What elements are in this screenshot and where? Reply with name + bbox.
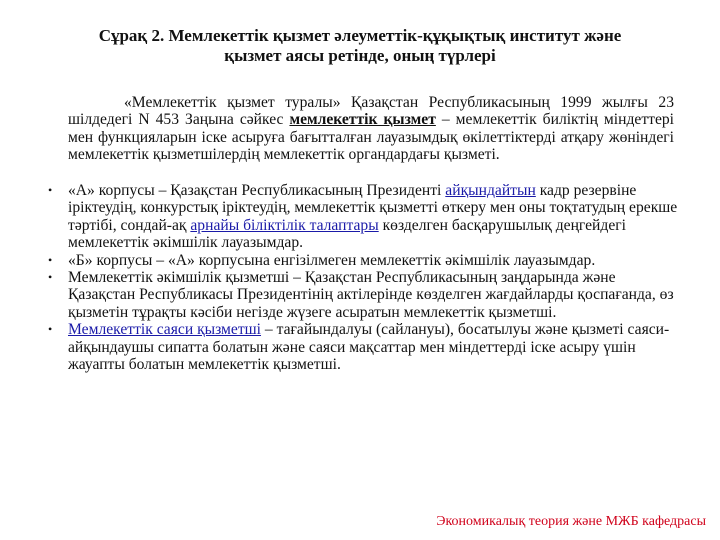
title-line-1: Сұрақ 2. Мемлекеттік қызмет әлеуметтік-құқықтық институт және <box>98 26 622 45</box>
link-special-qualification[interactable]: арнайы біліктілік талаптары <box>190 216 379 234</box>
bullet-icon: • <box>48 322 53 337</box>
bullet-b-text: «Б» корпусы – «А» корпусына енгізілмеген мемлекеттік әкімшілік лауазымдар. <box>68 251 596 269</box>
bullet-icon: • <box>48 252 53 267</box>
bullet-list <box>48 182 678 374</box>
title-line-2: қызмет аясы ретінде, оның түрлері <box>224 46 496 65</box>
bullet-icon: • <box>48 270 53 285</box>
intro-before: «Мемлекеттік қызмет туралы» Қазақстан Республикасының 1999 жылғы 23 шілдедегі N 453 Заңына сәйкес <box>68 94 674 129</box>
bullet-a-text-3: көзделген басқарушылық деңгейдегі мемлекеттік әкімшілік лауазымдар. <box>68 216 626 252</box>
slide-title <box>40 26 680 66</box>
footer-department: Экономикалық теория және МЖБ кафедрасы <box>436 514 706 529</box>
bullet-political-text: – тағайындалуы (сайлануы), босатылуы және қызметі саяси-айқындаушы сипатта болатын және саяси мақсаттар мен міндеттерді іске асыру үшін жауапты болатын мемлекеттік қызметші. <box>68 321 670 374</box>
link-political-servant[interactable]: Мемлекеттік саяси қызметші <box>68 321 262 339</box>
bullet-a-text-1: «А» корпусы – Қазақстан Республикасының Президенті <box>68 182 446 199</box>
bullet-a-text-2: кадр резервіне іріктеудің, конкурстық іріктеудің, мемлекеттік қызметті өткеру мен оны тоқтатудың ерекше тәртібі, сондай-ақ <box>68 182 678 234</box>
intro-paragraph <box>68 94 674 164</box>
link-defines[interactable]: айқындайтын <box>445 182 536 199</box>
bullet-icon: • <box>48 183 53 197</box>
bullet-item-a-corps <box>48 182 678 252</box>
intro-term: мемлекеттік қызмет <box>289 111 436 129</box>
intro-after: – мемлекеттік биліктің міндеттері мен функцияларын іске асыруға бағытталған лауазымдық өкілеттіктерді атқару жөніндегі мемлекеттік қызметшілердің мемлекеттік органдардағы қызметі. <box>68 111 675 164</box>
bullet-admin-text: Мемлекеттік әкімшілік қызметші – Қазақстан Республикасының заңдарында және Қазақстан Республикасы Президентінің актілерінде көзделген жағдайларды қоспағанда, өз қызметін тұрақты кәсіби негізде жүзеге асыратын мемлекеттік қызметші. <box>68 269 674 321</box>
bullet-item-political-servant <box>48 321 678 374</box>
bullet-item-admin-servant <box>48 269 678 321</box>
bullet-item-b-corps <box>48 251 678 269</box>
